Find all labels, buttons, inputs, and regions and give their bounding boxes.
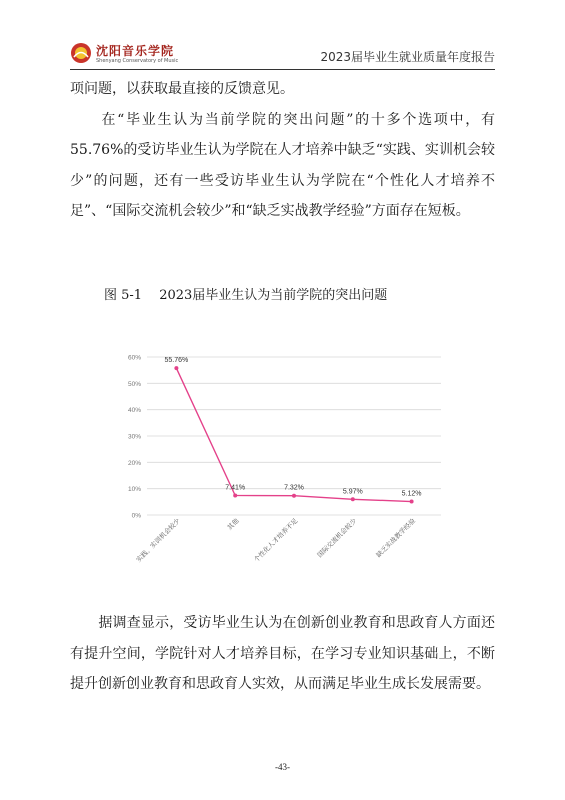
report-title: 2023届毕业生就业质量年度报告 — [320, 50, 495, 64]
data-point — [174, 366, 178, 370]
x-tick-label: 国际交流机会较少 — [315, 516, 359, 560]
figure-caption: 图 5-1 2023届毕业生认为当前学院的突出问题 — [104, 288, 388, 303]
y-tick-label: 20% — [127, 459, 141, 467]
logo-chinese-name: 沈阳音乐学院 — [96, 44, 175, 58]
paragraph-survey: 据调查显示，受访毕业生认为在创新创业教育和思政育人方面还有提升空间，学院针对人才培养目标，在学习专业知识基础上，不断提升创新创业教育和思政育人实效，从而满足毕业生成长发展需要。 — [70, 615, 495, 692]
x-tick-label: 个性化人才培养不足 — [252, 516, 300, 564]
data-label: 5.97% — [342, 488, 363, 496]
y-axis-ticks — [128, 355, 141, 520]
logo-english-name: Shenyang Conservatory of Music — [96, 58, 179, 64]
x-tick-label: 其他 — [225, 516, 241, 532]
x-axis-ticks — [134, 516, 417, 564]
data-label: 5.12% — [401, 490, 422, 498]
page-header — [70, 40, 495, 70]
chart-points — [174, 366, 413, 503]
data-point — [292, 494, 296, 498]
logo-emblem-icon — [70, 42, 92, 64]
data-label: 55.76% — [164, 357, 189, 365]
school-logo — [70, 42, 210, 70]
y-tick-label: 50% — [127, 380, 141, 388]
series-line — [176, 368, 411, 501]
paragraph-intro: 项问题，以获取最直接的反馈意见。 在“毕业生认为当前学院的突出问题”的十多个选项中，有55.76%的受访毕业生认为学院在人才培养中缺乏“实践、实训机会较少”的问题，还有一些受访毕业生认为学院在“个性化人才培养不足”、“国际交流机会较少”和“缺乏实战教学经验”方面存在短板。 — [70, 81, 495, 219]
y-tick-label: 30% — [127, 433, 141, 441]
data-point — [410, 500, 414, 504]
page-number: -43- — [275, 762, 290, 772]
y-tick-label: 0% — [131, 512, 141, 520]
data-label: 7.41% — [225, 484, 246, 492]
data-label: 7.32% — [284, 484, 304, 492]
x-tick-label: 缺乏实战教学经验 — [374, 516, 418, 560]
y-tick-label: 10% — [127, 486, 141, 494]
y-tick-label: 60% — [127, 354, 141, 362]
x-tick-label: 实践、实训机会较少 — [134, 516, 182, 564]
data-point — [233, 493, 237, 497]
y-tick-label: 40% — [127, 407, 141, 415]
chart-series-line — [176, 368, 411, 501]
header-divider — [70, 69, 495, 70]
data-point — [351, 497, 355, 501]
line-chart — [113, 347, 453, 577]
